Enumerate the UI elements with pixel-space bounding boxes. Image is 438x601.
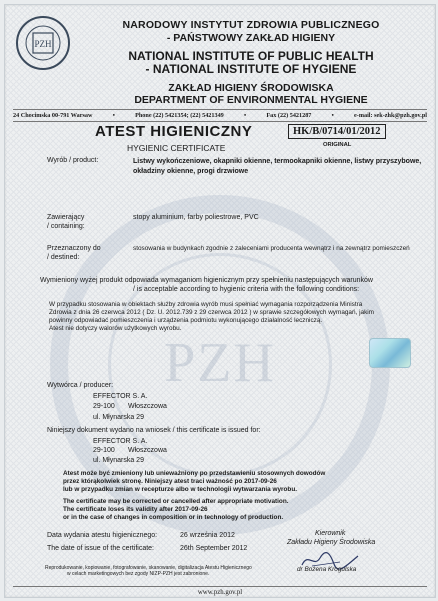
header-line-5: ZAKŁAD HIGIENY ŚRODOWISKA: [168, 82, 334, 94]
contact-email: e-mail: sek-zhk@pzh.gov.pl: [354, 112, 427, 119]
product-value: Listwy wykończeniowe, okapniki okienne, termookapniki okienne, listwy przyszybowe, okładziny okienne, progi drzwiowe: [133, 158, 422, 175]
containing-label-en: / containing:: [47, 223, 85, 230]
issued-city: Włoszczowa: [128, 447, 167, 454]
issued-label: Niniejszy dokument wydano na wniosek / this certificate is issued for:: [47, 427, 261, 434]
header-line-6: DEPARTMENT OF ENVIRONMENTAL HYGIENE: [134, 94, 368, 106]
certificate-title: ATEST HIGIENICZNY: [95, 123, 253, 140]
issue-date-label-pl: Data wydania atestu higienicznego:: [47, 532, 158, 539]
product-label: Wyrób / product:: [47, 157, 99, 164]
contact-address: 24 Chocimska 00-791 Warsaw: [13, 112, 93, 119]
certificate-subtitle: HYGIENIC CERTIFICATE: [127, 143, 226, 153]
signatory-name: dr Bożena Krogulska: [297, 566, 357, 573]
footer-website: www.pzh.gov.pl: [13, 586, 427, 601]
containing-value: stopy aluminium, farby poliestrowe, PVC: [133, 214, 259, 221]
validity-en-1: The certificate may be corrected or cancelled after appropriate motivation.: [63, 498, 289, 505]
condition-line-2: Zdrowia z dnia 26 czerwca 2012 ( Dz. U. 2012.739 z 29 czerwca 2012 ) w sprawie szczegółowych wymagań, jakim: [49, 309, 375, 316]
validity-en-3: or in the case of changes in composition or in technology of production.: [63, 514, 284, 521]
intended-value: stosowania w budynkach zgodnie z zaleceniami producenta wewnątrz i na zewnątrz pomieszczeń: [133, 245, 410, 252]
statement-en: / is acceptable according to hygienic criteria with the following conditions:: [133, 286, 360, 293]
validity-en-2: The certificate loses its validity after 2017-09-26: [63, 506, 208, 513]
contact-phone: Phone (22) 5421354; (22) 5421349: [135, 112, 224, 119]
condition-line-3: powinny odpowiadać pomieszczenia i urządzenia podmiotu wykonującego działalność leczniczą.: [49, 317, 323, 324]
producer-name: EFFECTOR S. A.: [93, 393, 148, 400]
validity-pl-3: lub w przypadku zmian w recepturze albo w technologii wytwarzania wyrobu.: [63, 486, 298, 493]
small-print-1: Reprodukowanie, kopiowanie, fotografowanie, skanowanie, digitalizacja Atestu Higienicznego: [45, 565, 252, 571]
issue-date-label-en: The date of issue of the certificate:: [47, 545, 155, 552]
intended-label-en: / destined:: [47, 254, 80, 261]
intended-label-pl: Przeznaczony do: [47, 245, 101, 252]
producer-city: Włoszczowa: [128, 403, 167, 410]
contact-bar: 24 Chocimska 00-791 Warsaw • Phone (22) 5421354; (22) 5421349 • Fax (22) 5421287 • e-mail: sek-zhk@pzh.gov.pl: [13, 109, 427, 122]
header-line-3: NATIONAL INSTITUTE OF PUBLIC HEALTH: [128, 49, 374, 63]
header-line-4: - NATIONAL INSTITUTE OF HYGIENE: [145, 62, 357, 76]
watermark-text: PZH: [164, 332, 276, 394]
header-line-1: NARODOWY INSTYTUT ZDROWIA PUBLICZNEGO: [122, 19, 380, 31]
institute-logo-icon: [15, 15, 71, 71]
producer-postal: 29-100: [93, 403, 115, 410]
issued-street: ul. Młynarska 29: [93, 457, 144, 464]
condition-line-1: W przypadku stosowania w obiektach służby zdrowia wyrób musi spełniać wymagania rozporządzenia Ministra: [49, 301, 363, 308]
producer-street: ul. Młynarska 29: [93, 414, 144, 421]
signatory-title: Kierownik: [315, 530, 346, 537]
signatory-department: Zakładu Higieny Środowiska: [287, 539, 376, 546]
contact-fax: Fax (22) 5421287: [266, 112, 312, 119]
producer-label: Wytwórca / producer:: [47, 382, 114, 389]
original-stamp: ORIGINAL: [323, 142, 352, 148]
validity-pl-2: przez którąkolwiek stronę. Niniejszy atest traci ważność po 2017-09-26: [63, 478, 277, 485]
issue-date-value-en: 26th September 2012: [180, 545, 248, 552]
small-print-2: w celach marketingowych bez zgody NIZP-PZH jest zabronione.: [67, 571, 210, 577]
condition-line-4: Atest nie dotyczy walorów użytkowych wyrobu.: [49, 325, 182, 332]
validity-pl-1: Atest może być zmieniony lub unieważniony po przedstawieniu stosownych dowodów: [63, 470, 326, 477]
statement-pl: Wymieniony wyżej produkt odpowiada wymaganiom higienicznym przy spełnieniu następujących warunków: [40, 277, 373, 284]
certificate-number: HK/B/0714/01/2012: [288, 124, 386, 139]
logo-text: PZH: [34, 39, 52, 49]
issued-postal: 29-100: [93, 447, 115, 454]
issued-name: EFFECTOR S. A.: [93, 438, 148, 445]
certificate-page: [4, 4, 436, 598]
header-line-2: - PAŃSTWOWY ZAKŁAD HIGIENY: [166, 32, 336, 44]
hologram-sticker: [369, 338, 411, 368]
issue-date-value-pl: 26 września 2012: [180, 532, 235, 539]
containing-label-pl: Zawierający: [47, 214, 85, 221]
